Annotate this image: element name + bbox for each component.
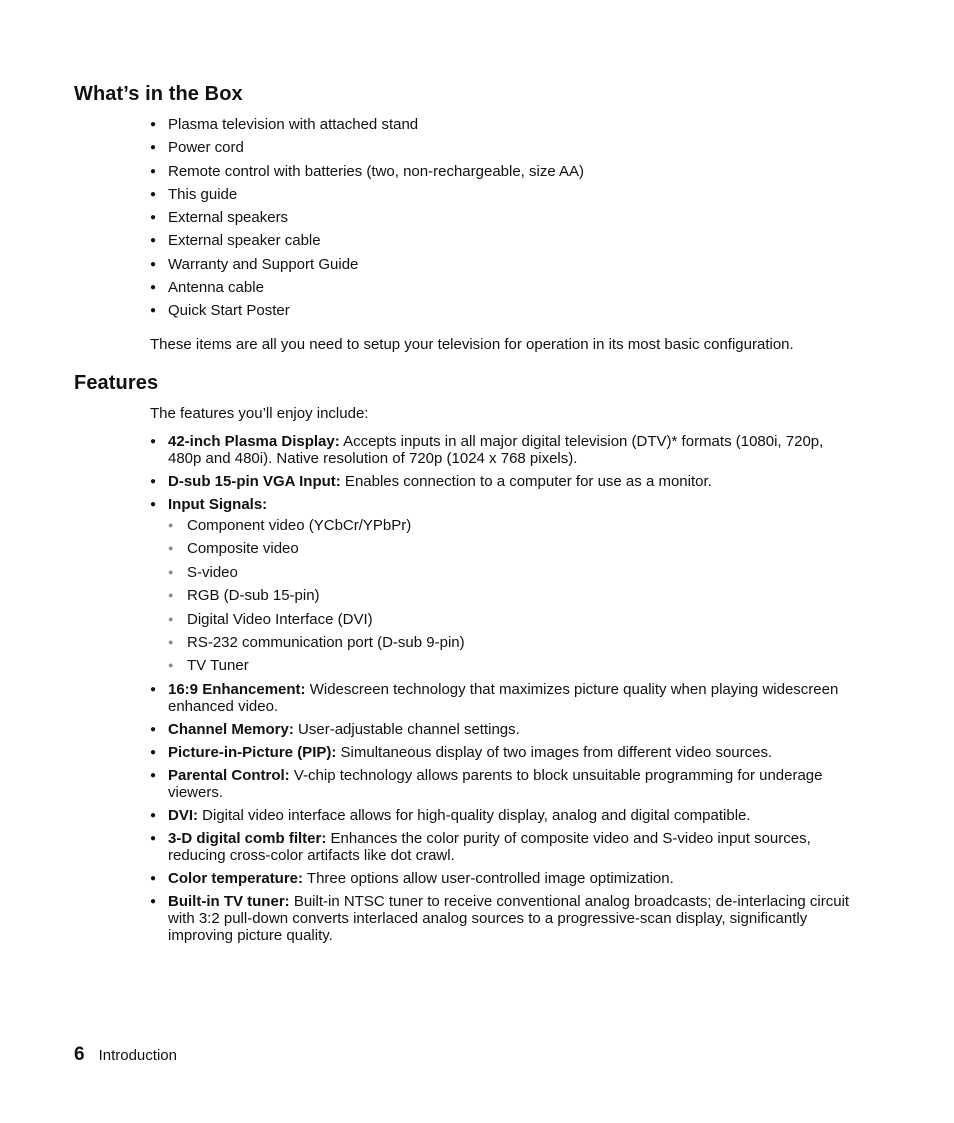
feature-description: Enables connection to a computer for use as a monitor. [340,473,712,490]
feature-description: Three options allow user-controlled image optimization. [303,869,674,887]
whats-in-the-box-heading: What’s in the Box [74,83,243,105]
feature-term: Built-in TV tuner: [168,892,290,910]
feature-item [150,473,850,490]
feature-description: Simultaneous display of two images from different video sources. [336,743,773,761]
feature-term: 16:9 Enhancement: [168,680,306,698]
feature-description: User-adjustable channel settings. [293,720,520,738]
list-item: ● Remote control with batteries (two, non-rechargeable, size AA) [150,163,850,180]
feature-term: Parental Control: [168,766,290,784]
list-item: ● This guide [150,186,850,203]
feature-item [150,870,850,887]
feature-term: 3-D digital comb filter: [168,829,327,847]
feature-item [150,830,850,864]
box-summary-text: These items are all you need to setup your television for operation in its most basic configuration. [150,336,794,353]
feature-term: Channel Memory: [168,720,294,738]
feature-item [150,744,850,761]
feature-description: Built-in NTSC tuner to receive conventional analog broadcasts; de-interlacing circuit with 3:2 pull-down converts interlaced analog sources to a progressive-scan display, significantly improving picture quality. [168,892,850,944]
input-signals-sublist [168,517,850,674]
sub-list-item: ● Composite video [168,540,850,557]
feature-item [150,893,850,944]
feature-item [150,433,850,467]
box-contents-list [150,116,850,326]
list-item: ● External speaker cable [150,232,850,249]
footer-section-title: Introduction [98,1047,177,1064]
features-heading: Features [74,372,159,394]
feature-description: V-chip technology allows parents to block unsuitable programming for underage viewers. [168,766,823,801]
list-item: ● Warranty and Support Guide [150,256,850,273]
feature-item [150,721,850,738]
feature-description: Accepts inputs in all major digital television (DTV)* formats (1080i, 720p, 480p and 480i). Native resolution of 720p (1024 x 768 pixels). [168,433,824,467]
feature-item [150,767,850,801]
list-item: ● Plasma television with attached stand [150,116,850,133]
feature-description: Widescreen technology that maximizes picture quality when playing widescreen enhanced video. [168,680,839,715]
feature-term: Color temperature: [168,869,304,887]
feature-term: DVI: [168,806,198,824]
page-footer [74,1044,177,1066]
feature-term: Input Signals: [168,496,268,513]
sub-list-item: ● Digital Video Interface (DVI) [168,611,850,628]
sub-list-item: ● Component video (YCbCr/YPbPr) [168,517,850,534]
feature-item [150,681,850,715]
feature-term: D-sub 15-pin VGA Input: [168,473,341,490]
feature-term: 42-inch Plasma Display: [168,433,340,450]
feature-term: Picture-in-Picture (PIP): [168,743,337,761]
sub-list-item: ● S-video [168,564,850,581]
list-item: ● Power cord [150,139,850,156]
features-intro-text: The features you’ll enjoy include: [150,405,369,422]
feature-item [150,496,850,674]
sub-list-item: ● RS-232 communication port (D-sub 9-pin) [168,634,850,651]
sub-list-item: ● TV Tuner [168,657,850,674]
features-list [150,433,850,950]
feature-description: Enhances the color purity of composite video and S-video input sources, reducing cross-color artifacts like dot crawl. [168,829,811,864]
list-item: ● Quick Start Poster [150,302,850,319]
feature-description: Digital video interface allows for high-quality display, analog and digital compatible. [198,806,751,824]
list-item: ● External speakers [150,209,850,226]
feature-item [150,807,850,824]
list-item: ● Antenna cable [150,279,850,296]
page-number: 6 [74,1044,85,1065]
sub-list-item: ● RGB (D-sub 15-pin) [168,587,850,604]
